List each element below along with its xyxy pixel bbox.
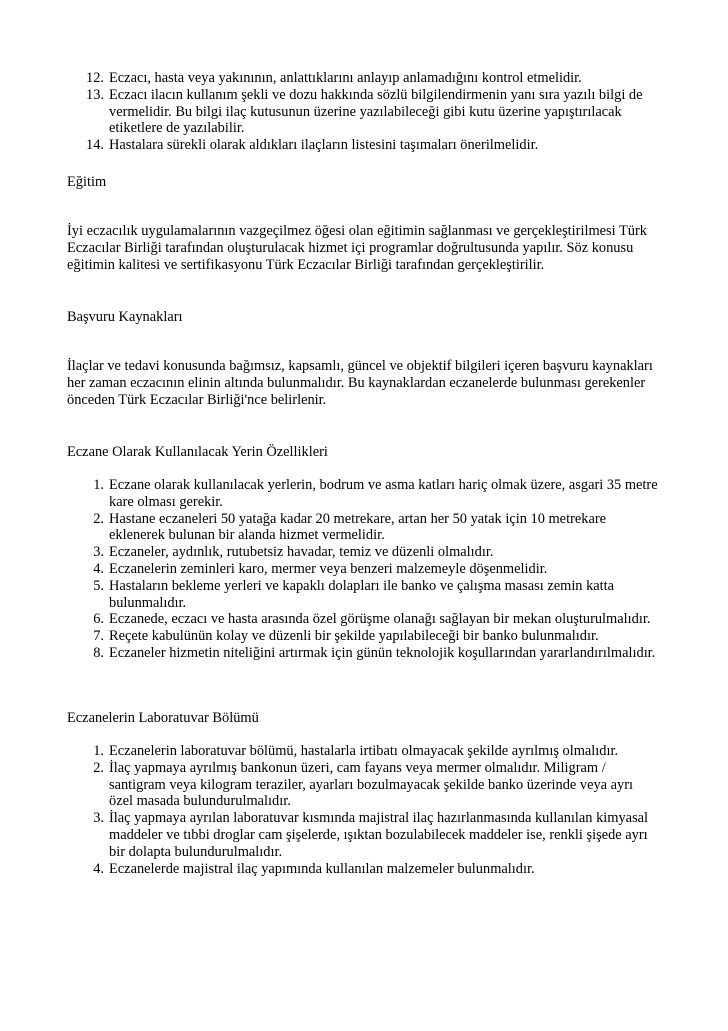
list-item — [80, 645, 660, 662]
list-item-text: Eczanelerde majistral ilaç yapımında kullanılan malzemeler bulunmalıdır. — [109, 860, 535, 877]
list-item-text: Eczacı, hasta veya yakınının, anlattıklarını anlayıp anlamadığını kontrol etmelidir. — [109, 70, 582, 86]
list-laboratuvar — [80, 743, 660, 877]
list-item — [80, 137, 660, 154]
list-patient-info — [80, 70, 660, 154]
list-yer-ozellikleri — [80, 477, 660, 662]
list-item-text: İlaç yapmaya ayrılmış bankonun üzeri, cam fayans veya mermer olmalıdır. Miligram / santigram veya kilogram teraziler, ayarları bozulmayacak şekilde banko üzerinde veya ayrı özel masada bulundurulmalıdır. — [109, 759, 634, 810]
list-item-text: Eczaneler, aydınlık, rutubetsiz havadar, temiz ve düzenli olmalıdır. — [109, 544, 494, 561]
list-item-text: Eczanelerin zeminleri karo, mermer veya benzeri malzemeyle döşenmelidir. — [109, 560, 548, 577]
list-item — [80, 70, 660, 87]
list-item — [80, 561, 660, 578]
list-item — [80, 743, 660, 760]
list-number: 8 . — [80, 645, 104, 662]
list-number: 2 . — [80, 760, 104, 777]
list-item — [80, 578, 660, 612]
heading-yer-ozellikleri: Eczane Olarak Kullanılacak Yerin Özellikleri — [67, 444, 328, 460]
list-item — [80, 87, 660, 137]
list-item-text: Hastane eczaneleri 50 yatağa kadar 20 metrekare, artan her 50 yatak için 10 metrekare eklenerek bulunan bir alanda hizmet vermelidir. — [109, 510, 607, 544]
list-item-text: İlaç yapmaya ayrılan laboratuvar kısmında majistral ilaç hazırlanmasında kullanılan kimyasal maddeler ve tıbbi droglar cam şişelerde, ışıktan bozulabilecek maddeler ise, renkli şişede ayrı bir dolapta bulundurulmalıdır. — [109, 810, 649, 860]
list-number: 4 . — [80, 861, 104, 878]
list-number: 14 . — [80, 137, 104, 154]
list-item — [80, 511, 660, 545]
paragraph-egitim: İyi eczacılık uygulamalarının vazgeçilmez öğesi olan eğitimin sağlanması ve gerçekleştirilmesi Türk Eczacılar Birliği tarafından oluşturulacak hizmet içi programlar doğrultusunda yapılır. Söz konusu eğitimin kalitesi ve sertifikasyonu Türk Eczacılar Birliği tarafından gerçekleştirilir. — [67, 223, 647, 273]
list-number: 3 . — [80, 810, 104, 827]
list-item — [80, 861, 660, 878]
heading-laboratuvar: Eczanelerin Laboratuvar Bölümü — [67, 710, 259, 726]
list-item — [80, 810, 660, 860]
list-number: 6 . — [80, 611, 104, 628]
list-item — [80, 760, 660, 810]
paragraph-basvuru-kaynaklari: İlaçlar ve tedavi konusunda bağımsız, kapsamlı, güncel ve objektif bilgileri içeren başvuru kaynakları her zaman eczacının elinin altında bulunmalıdır. Bu kaynaklardan eczanelerde bulunması gerekenler önceden Türk Eczacılar Birliği'nce belirlenir. — [67, 358, 653, 408]
list-item — [80, 628, 660, 645]
list-item-text: Reçete kabulünün kolay ve düzenli bir şekilde yapılabileceği bir banko bulunmalıdır. — [109, 628, 599, 645]
list-item — [80, 544, 660, 561]
list-item-text: Eczane olarak kullanılacak yerlerin, bodrum ve asma katları hariç olmak üzere, asgari 35 metre kare olması gerekir. — [109, 477, 658, 510]
list-number: 1 . — [80, 477, 104, 494]
list-number: 5 . — [80, 578, 104, 595]
list-item — [80, 611, 660, 628]
list-item — [80, 477, 660, 511]
list-number: 1 . — [80, 743, 104, 760]
list-number: 2 . — [80, 511, 104, 528]
list-item-text: Eczacı ilacın kullanım şekli ve dozu hakkında sözlü bilgilendirmenin yanı sıra yazılı bilgi de vermelidir. Bu bilgi ilaç kutusunun üzerine yazılabileceği gibi kutu üzerine yapıştırılacak etiketlere de yazılabilir. — [109, 86, 643, 137]
list-item-text: Eczaneler hizmetin niteliğini artırmak için günün teknolojik koşullarından yararlandırılmalıdır. — [109, 644, 656, 661]
list-item-text: Hastaların bekleme yerleri ve kapaklı dolapları ile banko ve çalışma masası zemin katta bulunmalıdır. — [109, 577, 615, 611]
list-number: 7 . — [80, 628, 104, 645]
heading-basvuru-kaynaklari: Başvuru Kaynakları — [67, 309, 183, 325]
list-item-text: Hastalara sürekli olarak aldıkları ilaçların listesini taşımaları önerilmelidir. — [109, 137, 539, 154]
list-item-text: Eczanede, eczacı ve hasta arasında özel görüşme olanağı sağlayan bir mekan oluşturulmalıdır. — [109, 611, 651, 628]
list-number: 12 . — [80, 70, 104, 87]
heading-egitim: Eğitim — [67, 174, 107, 190]
list-number: 4 . — [80, 561, 104, 578]
list-item-text: Eczanelerin laboratuvar bölümü, hastalarla irtibatı olmayacak şekilde ayrılmış olmalıdır. — [109, 743, 619, 759]
list-number: 13 . — [80, 87, 104, 104]
list-number: 3 . — [80, 544, 104, 561]
